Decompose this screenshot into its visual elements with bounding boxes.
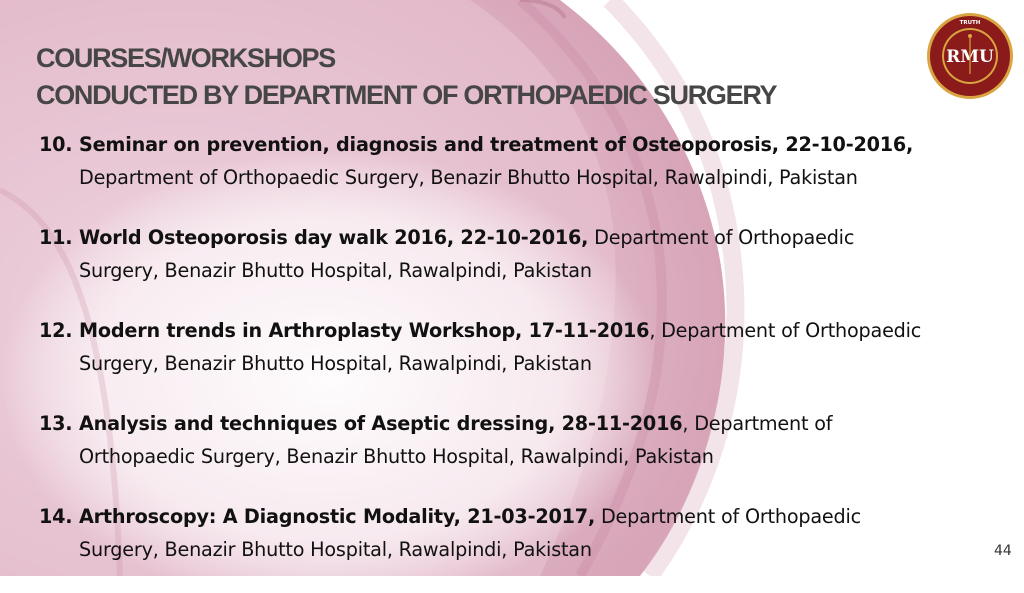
item-title: World Osteoporosis day walk 2016, 22-10-2016,	[79, 226, 589, 249]
courses-list	[39, 128, 969, 593]
svg-text:TRUTH: TRUTH	[959, 20, 981, 26]
item-line-2: Department of Orthopaedic Surgery, Benazir Bhutto Hospital, Rawalpindi, Pakistan	[79, 166, 858, 189]
page-number: 44	[994, 543, 1012, 559]
item-title: Analysis and techniques of Aseptic dressing, 28-11-2016	[79, 412, 683, 435]
list-item	[39, 314, 969, 380]
item-number: 14.	[39, 505, 73, 528]
university-seal-logo	[926, 12, 1014, 100]
item-line-1	[79, 314, 969, 347]
item-number: 11.	[39, 226, 73, 249]
item-line-1	[79, 221, 969, 254]
list-item	[39, 500, 969, 566]
slide-title	[36, 40, 776, 114]
list-item	[39, 128, 969, 194]
list-item	[39, 407, 969, 473]
item-line-1	[79, 500, 969, 533]
item-detail: , Department of Orthopaedic	[649, 319, 922, 342]
item-line-1	[79, 128, 969, 161]
item-title: Seminar on prevention, diagnosis and treatment of Osteoporosis, 22-10-2016,	[79, 133, 914, 156]
slide-title-line-2: CONDUCTED BY DEPARTMENT OF ORTHOPAEDIC SURGERY	[36, 80, 777, 110]
item-line-2: Surgery, Benazir Bhutto Hospital, Rawalpindi, Pakistan	[79, 352, 592, 375]
slide-title-line-1: COURSES/WORKSHOPS	[36, 43, 335, 73]
item-number: 13.	[39, 412, 73, 435]
item-line-1	[79, 407, 969, 440]
item-line-2: Orthopaedic Surgery, Benazir Bhutto Hospital, Rawalpindi, Pakistan	[79, 445, 714, 468]
item-number: 12.	[39, 319, 73, 342]
item-line-2: Surgery, Benazir Bhutto Hospital, Rawalpindi, Pakistan	[79, 538, 592, 561]
item-number: 10.	[39, 133, 73, 156]
item-detail: Department of Orthopaedic	[595, 505, 861, 528]
item-title: Arthroscopy: A Diagnostic Modality, 21-03-2017,	[79, 505, 596, 528]
list-item	[39, 221, 969, 287]
item-detail: , Department of	[682, 412, 833, 435]
svg-text:RMU: RMU	[946, 47, 994, 67]
item-detail: Department of Orthopaedic	[588, 226, 855, 249]
item-title: Modern trends in Arthroplasty Workshop, 17-11-2016	[79, 319, 650, 342]
item-line-2: Surgery, Benazir Bhutto Hospital, Rawalpindi, Pakistan	[79, 259, 592, 282]
